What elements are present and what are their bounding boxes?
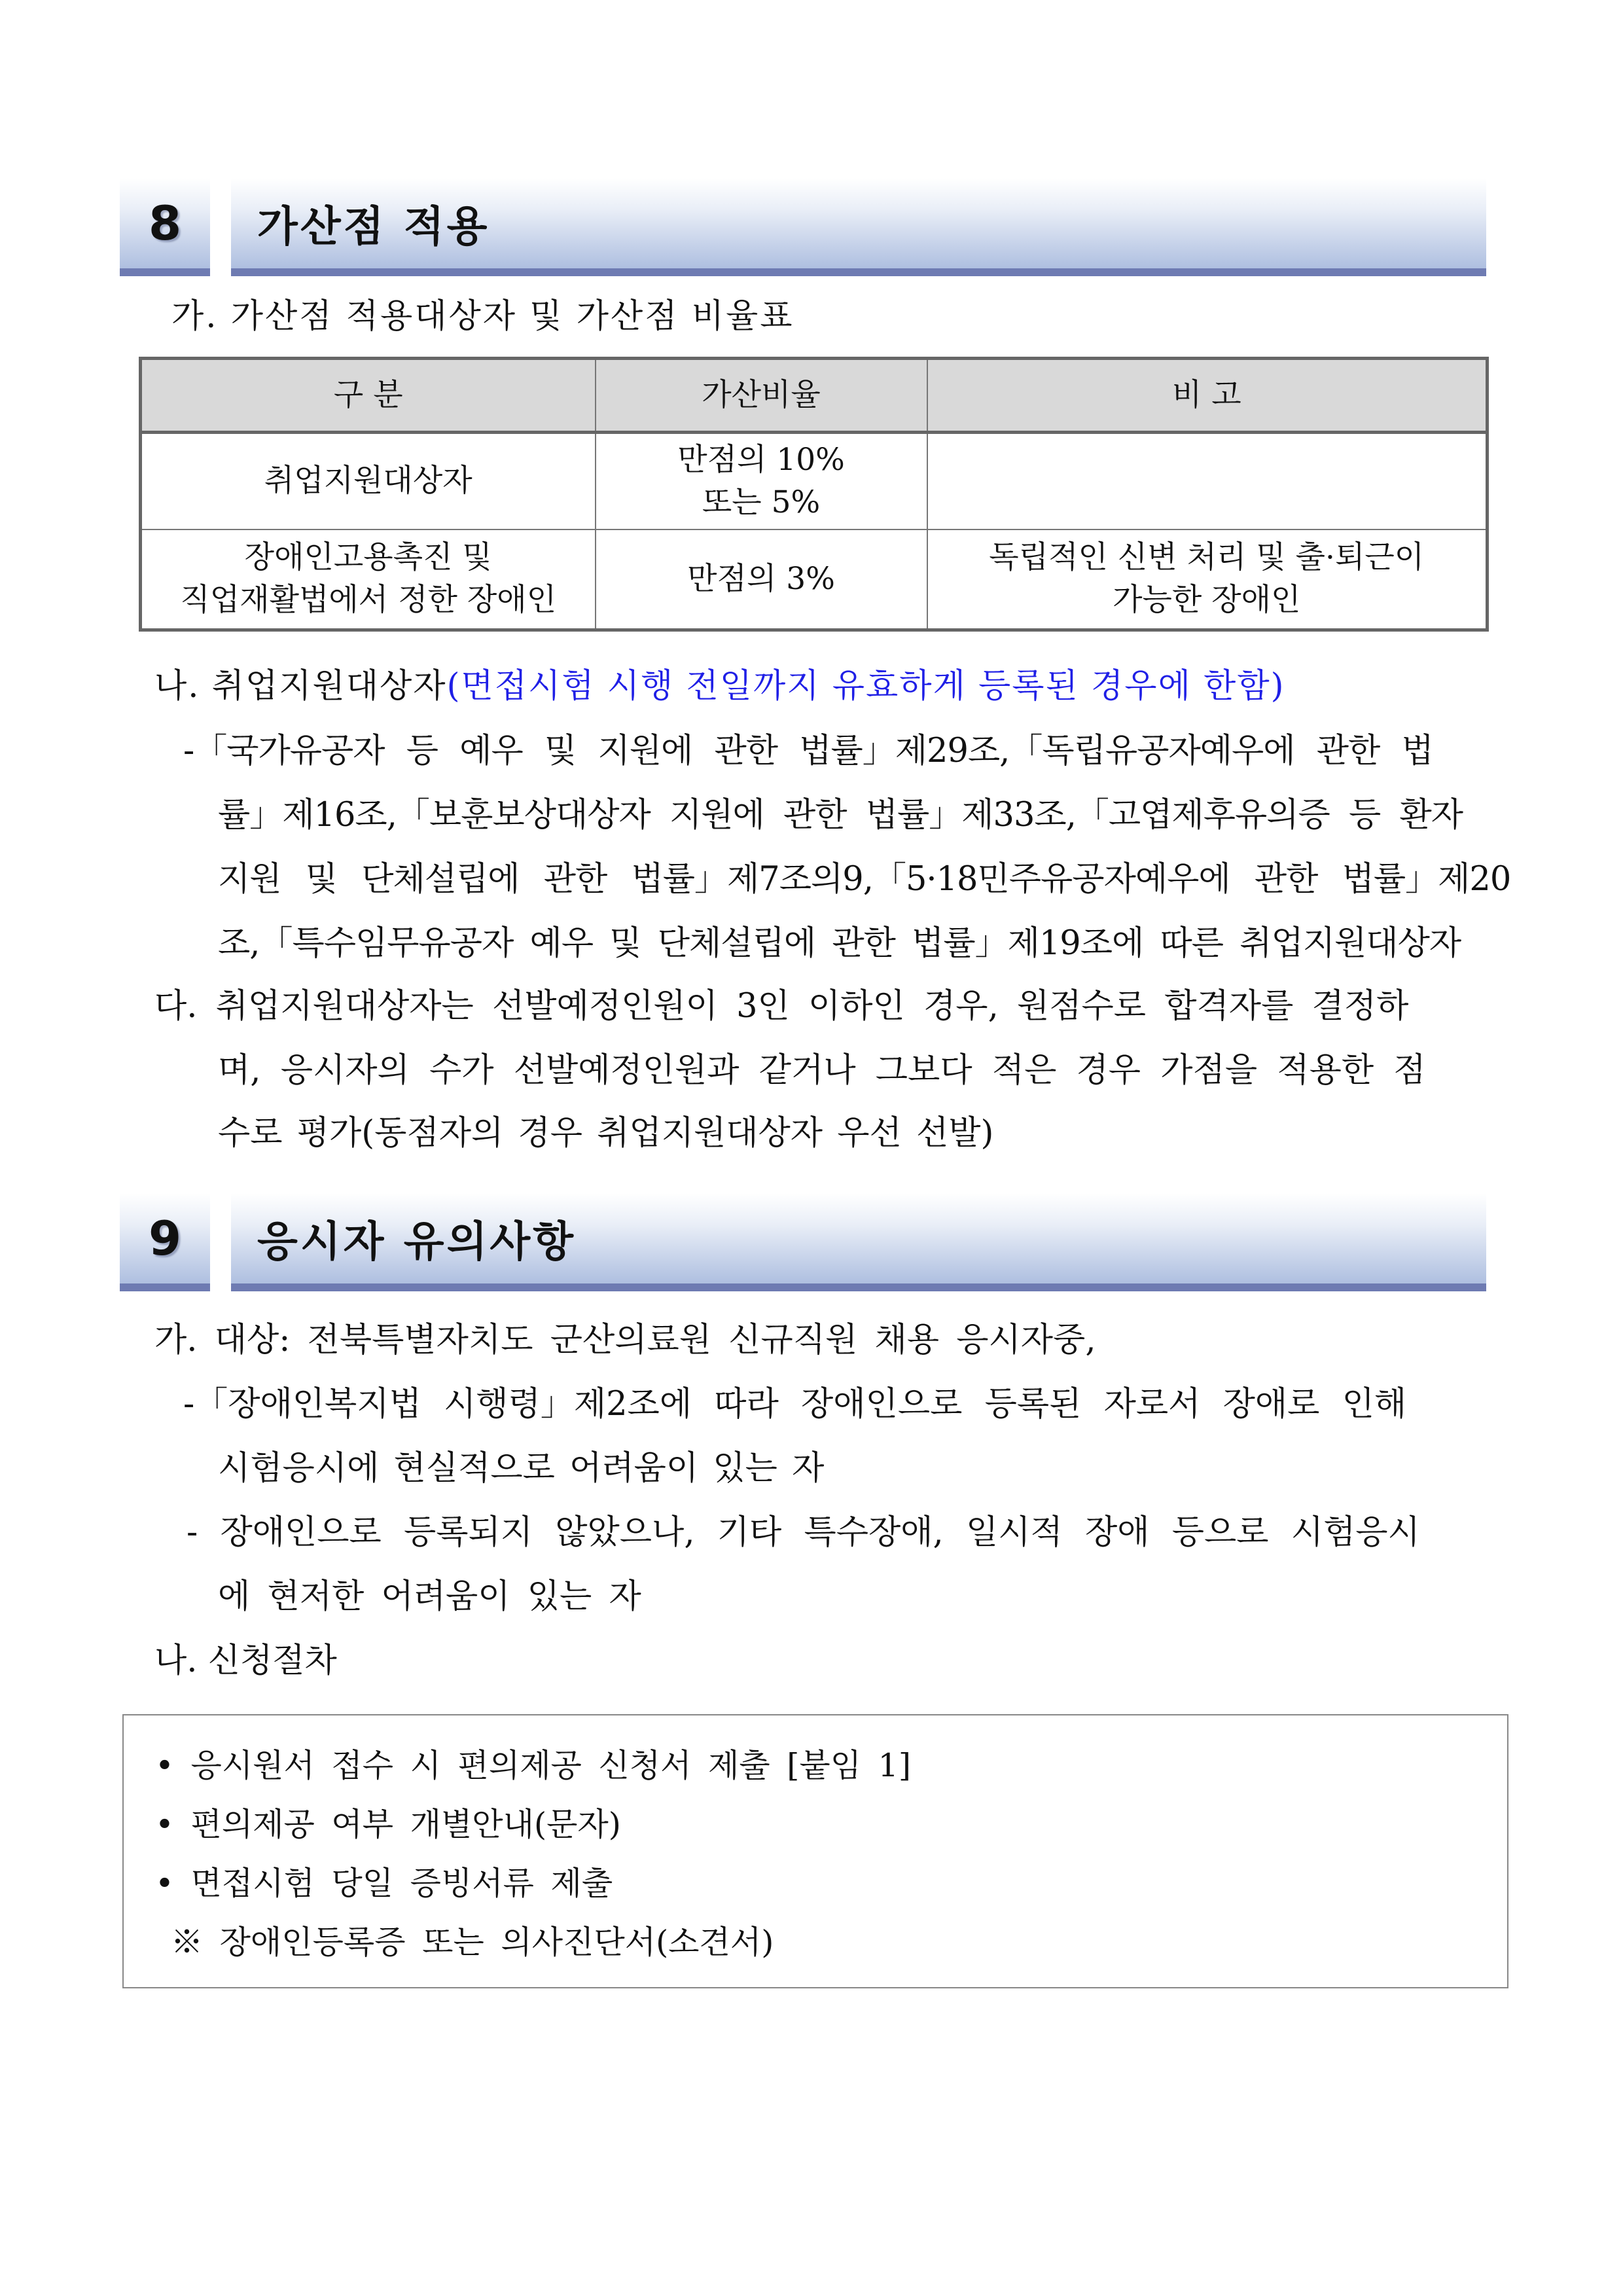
cell-line: 장애인고용촉진 및 bbox=[244, 539, 492, 576]
section-9-item-line: 에 현저한 어려움이 있는 자 bbox=[218, 1577, 641, 1616]
table-header-category: 구 분 bbox=[141, 359, 596, 433]
table-cell-category bbox=[141, 433, 596, 530]
cell-line: 직업재활법에서 정한 장애인 bbox=[180, 582, 557, 618]
table-cell-rate bbox=[596, 433, 927, 530]
section-8-sub-b bbox=[154, 667, 1285, 706]
table-cell-note bbox=[927, 529, 1488, 630]
sub-b-detail-line: 지원 및 단체설립에 관한 법률」제7조의9,「5·18민주유공자예우에 관한 법률」제20 bbox=[218, 860, 1511, 899]
section-9-title: 응시자 유의사항 bbox=[231, 1193, 1486, 1291]
cell-line: 만점의 3% bbox=[687, 560, 835, 597]
sub-b-detail-line: 률」제16조,「보훈보상대상자 지원에 관한 법률」제33조,「고엽제후유의증 등 환자 bbox=[218, 796, 1463, 834]
table-header-note: 비 고 bbox=[927, 359, 1488, 433]
cell-line: 가능한 장애인 bbox=[1113, 582, 1301, 618]
section-9-sub-b: 나. 신청절차 bbox=[154, 1641, 337, 1680]
section-8-sub-a: 가. 가산점 적용대상자 및 가산점 비율표 bbox=[171, 297, 794, 336]
procedure-box bbox=[122, 1714, 1508, 1988]
table-row bbox=[141, 433, 1488, 530]
section-9-item-line: 시험응시에 현실적으로 어려움이 있는 자 bbox=[218, 1449, 825, 1488]
bullet-icon: • bbox=[155, 1747, 174, 1784]
section-9-sub-a: 가. 대상: 전북특별자치도 군산의료원 신규직원 채용 응시자중, bbox=[154, 1321, 1096, 1359]
bonus-rate-table bbox=[139, 357, 1489, 632]
cell-line: 독립적인 신변 처리 및 출·퇴근이 bbox=[989, 539, 1425, 576]
table-header-rate: 가산비율 bbox=[596, 359, 927, 433]
section-8-number: 8 bbox=[120, 178, 210, 276]
cell-line: 만점의 10% bbox=[677, 441, 845, 478]
procedure-note: ※ 장애인등록증 또는 의사진단서(소견서) bbox=[171, 1924, 774, 1961]
procedure-item-text: 편의제공 여부 개별안내(문자) bbox=[190, 1806, 621, 1843]
section-8-sub-c-line: 다. 취업지원대상자는 선발예정인원이 3인 이하인 경우, 원점수로 합격자를 결정하 bbox=[154, 987, 1409, 1026]
cell-line: 또는 5% bbox=[702, 484, 821, 520]
procedure-item-text: 면접시험 당일 증빙서류 제출 bbox=[190, 1865, 613, 1902]
sub-b-highlight: (면접시험 시행 전일까지 유효하게 등록된 경우에 한함) bbox=[446, 667, 1285, 706]
bullet-icon: • bbox=[155, 1806, 174, 1843]
table-cell-category bbox=[141, 529, 596, 630]
procedure-item bbox=[155, 1749, 911, 1782]
section-8-title: 가산점 적용 bbox=[231, 178, 1486, 276]
section-8-sub-c-line: 며, 응시자의 수가 선발예정인원과 같거나 그보다 적은 경우 가점을 적용한 점 bbox=[218, 1051, 1426, 1090]
table-cell-rate bbox=[596, 529, 927, 630]
section-9-number: 9 bbox=[120, 1193, 210, 1291]
sub-b-detail-line: 조,「특수임무유공자 예우 및 단체설립에 관한 법률」제19조에 따른 취업지원대상자 bbox=[218, 924, 1461, 963]
sub-b-prefix: 나. 취업지원대상자 bbox=[154, 667, 447, 706]
bullet-icon: • bbox=[155, 1865, 174, 1902]
section-8-sub-c-line: 수로 평가(동점자의 경우 취업지원대상자 우선 선발) bbox=[218, 1114, 994, 1153]
cell-line: 취업지원대상자 bbox=[264, 463, 473, 499]
section-9-item-line: -「장애인복지법 시행령」제2조에 따라 장애인으로 등록된 자로서 장애로 인해 bbox=[183, 1385, 1407, 1424]
procedure-item bbox=[155, 1865, 613, 1902]
table-row bbox=[141, 529, 1488, 630]
sub-b-detail-line: -「국가유공자 등 예우 및 지원에 관한 법률」제29조,「독립유공자예우에 관한 법 bbox=[183, 732, 1433, 770]
procedure-item bbox=[155, 1806, 621, 1843]
section-9-item-line: - 장애인으로 등록되지 않았으나, 기타 특수장애, 일시적 장애 등으로 시험응시 bbox=[187, 1513, 1420, 1552]
procedure-item-text: 응시원서 접수 시 편의제공 신청서 제출 [붙임 1] bbox=[190, 1747, 911, 1784]
table-cell-note bbox=[927, 433, 1488, 530]
